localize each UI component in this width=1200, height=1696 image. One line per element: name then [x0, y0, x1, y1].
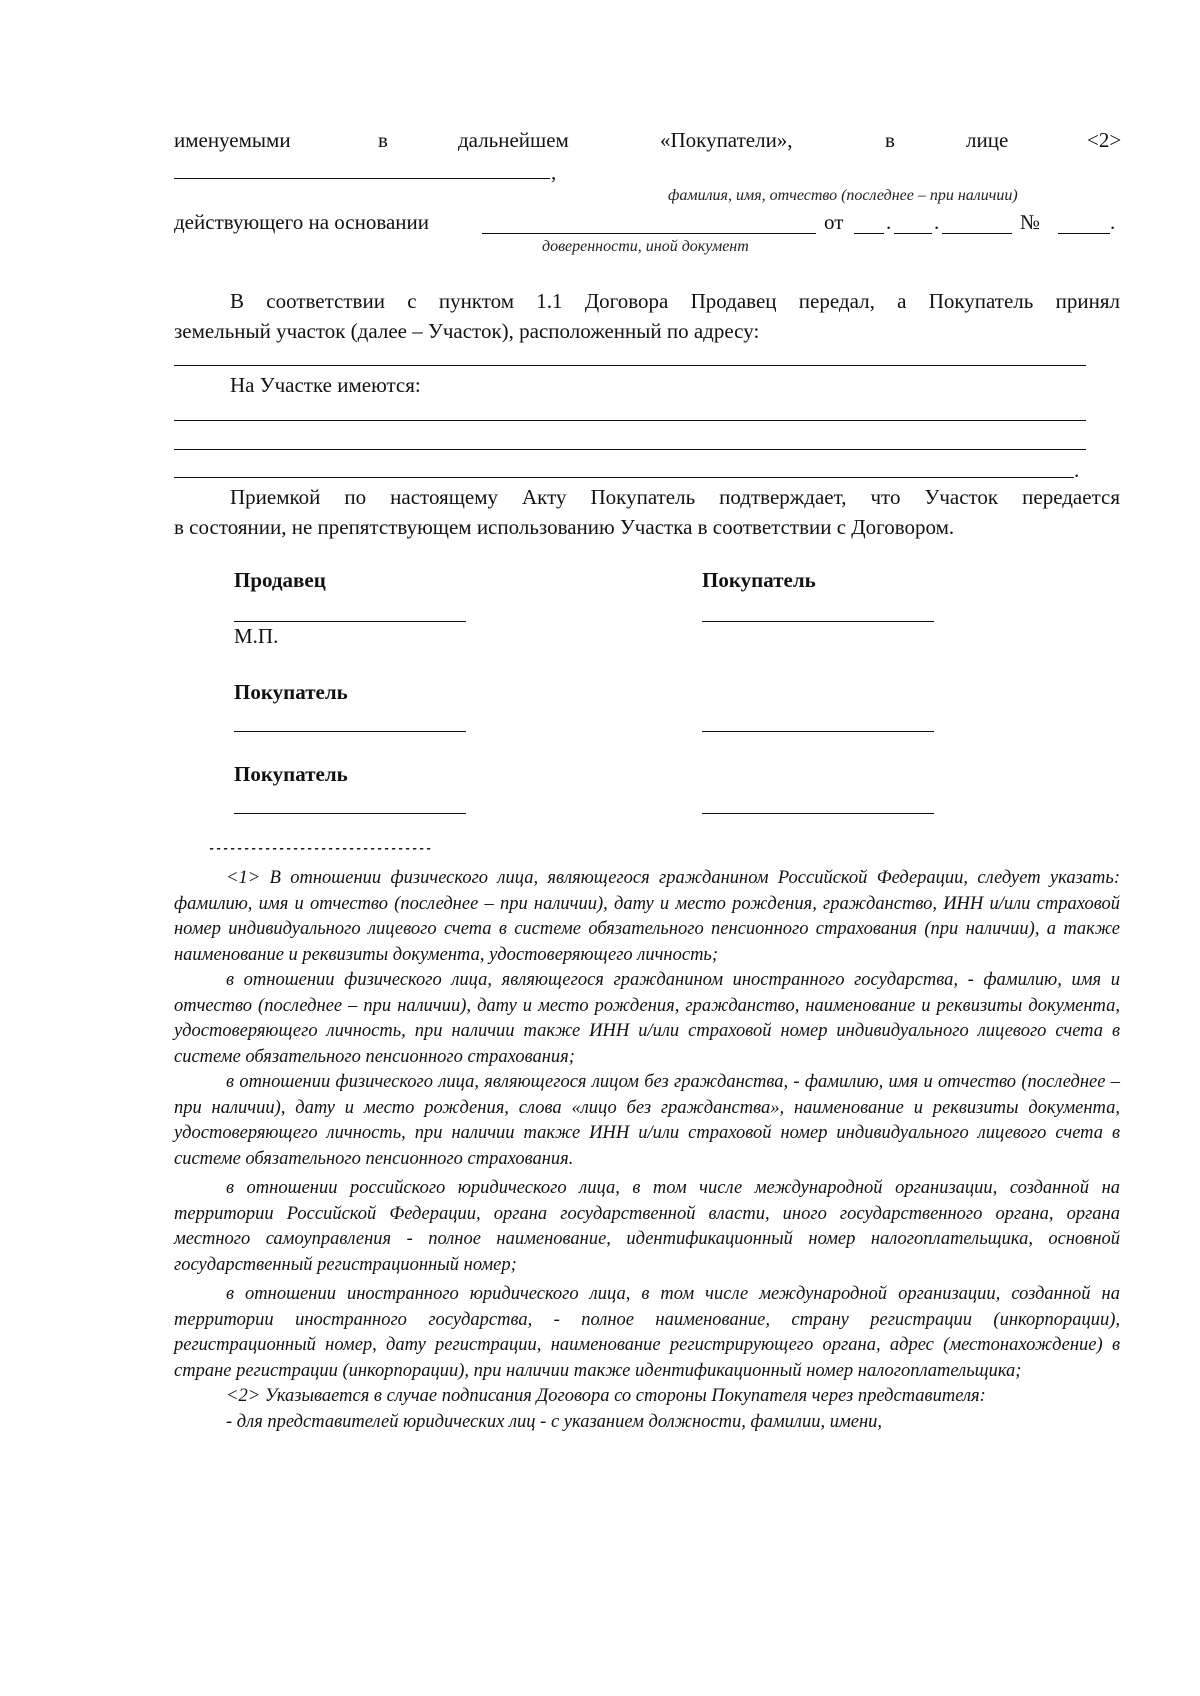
on-plot-line-3 — [174, 477, 1074, 478]
footnote-2: <2> Указывается в случае подписания Договора со стороны Покупателя через представителя: — [226, 1386, 986, 1406]
date-from-label: от — [824, 210, 844, 234]
paragraph-transfer-line2: земельный участок (далее – Участок), расположенный по адресу: — [174, 319, 760, 343]
footnote-1-stateless: в отношении физического лица, являющегося лицом без гражданства, - фамилию, имя и отчество (последнее – при наличии), дату и место рождения, слова «лицо без гражданства», наименование и реквизиты документа, удостоверяющего личность, при наличии также ИНН и/или страховой номер индивидуального лицевого счета в системе обязательного пенсионного страхования. — [174, 1072, 1120, 1169]
caption-basis-document: доверенности, иной документ — [542, 238, 749, 255]
footnote-1-russian-entity: в отношении российского юридического лица, в том числе международной организации, созданной на территории Российской Федерации, органа государственной власти, иного государственного органа, органа местного самоуправления - полное наименование, идентификационный номер налогоплательщика, основной государственный регистрационный номер; — [174, 1178, 1120, 1275]
footnote-2-legal-reps: - для представителей юридических лиц - с указанием должности, фамилии, имени, — [226, 1411, 883, 1432]
basis-label: действующего на основании — [174, 210, 430, 234]
date-month-line — [894, 233, 932, 234]
date-day-line — [854, 233, 884, 234]
signature-buyer-line-3b — [702, 813, 934, 814]
signature-buyer-line-2a — [234, 731, 466, 732]
signature-buyer-label-1: Покупатель — [702, 568, 816, 592]
footnote-separator: -------------------------------- — [208, 842, 433, 856]
date-dot-2: . — [934, 210, 940, 234]
header-word-2: в — [378, 128, 388, 152]
stamp-label: М.П. — [234, 624, 279, 648]
paragraph-transfer-line1: В соответствии с пунктом 1.1 Договора Продавец передал, а Покупатель принял — [230, 289, 1120, 313]
on-plot-end-dot: . — [1074, 458, 1080, 482]
header-word-3: дальнейшем — [458, 128, 569, 152]
number-label: № — [1020, 210, 1041, 234]
footnotes-block — [174, 866, 1120, 1435]
signature-buyer-label-3: Покупатель — [234, 762, 348, 786]
header-word-5: в — [885, 128, 895, 152]
header-word-1: именуемыми — [174, 128, 291, 152]
representative-name-line — [174, 178, 550, 179]
signature-buyer-label-2: Покупатель — [234, 680, 348, 704]
on-plot-line-1 — [174, 420, 1086, 421]
date-dot-1: . — [886, 210, 892, 234]
footnote-1-foreign-citizen: в отношении физического лица, являющегося гражданином иностранного государства, - фамилию, имя и отчество (последнее – при наличии), дату и место рождения, гражданство, наименование и реквизиты документа, удостоверяющего личность, при наличии также ИНН и/или страховой номер индивидуального лицевого счета в системе обязательного пенсионного страхования; — [174, 970, 1120, 1067]
signature-buyer-line-1 — [702, 621, 934, 622]
on-plot-label: На Участке имеются: — [230, 373, 421, 397]
on-plot-line-2 — [174, 449, 1086, 450]
caption-full-name: фамилия, имя, отчество (последнее – при наличии) — [668, 187, 1018, 204]
basis-document-line — [482, 233, 816, 234]
date-year-line — [942, 233, 1012, 234]
address-line — [174, 365, 1086, 366]
signature-seller-label: Продавец — [234, 568, 326, 592]
header-word-6: лице — [966, 128, 1009, 152]
signature-buyer-line-2b — [702, 731, 934, 732]
paragraph-acceptance-line1: Приемкой по настоящему Акту Покупатель подтверждает, что Участок передается — [230, 485, 1120, 509]
comma: , — [551, 160, 557, 184]
footnote-ref-2: <2> — [1087, 128, 1122, 152]
number-line — [1058, 233, 1110, 234]
signature-buyer-line-3a — [234, 813, 466, 814]
paragraph-acceptance-line2: в состоянии, не препятствующем использованию Участка в соответствии с Договором. — [174, 515, 955, 539]
footnote-1-foreign-entity: в отношении иностранного юридического лица, в том числе международной организации, созданной на территории иностранного государства, - полное наименование, страну регистрации (инкорпорации), регистрационный номер, дату регистрации, наименование регистрирующего органа, адрес (местонахождение) в стране регистрации (инкорпорации), при наличии также идентификационный номер налогоплательщика; — [174, 1284, 1120, 1381]
signature-seller-line — [234, 621, 466, 622]
number-end-dot: . — [1110, 210, 1116, 234]
header-word-4: «Покупатели», — [660, 128, 793, 152]
footnote-1: <1> В отношении физического лица, являющегося гражданином Российской Федерации, следует указать: фамилию, имя и отчество (последнее – при наличии), дату и место рождения, гражданство, ИНН и/или страховой номер индивидуального лицевого счета в системе обязательного пенсионного страхования (при наличии), а также наименование и реквизиты документа, удостоверяющего личность; — [174, 868, 1120, 965]
